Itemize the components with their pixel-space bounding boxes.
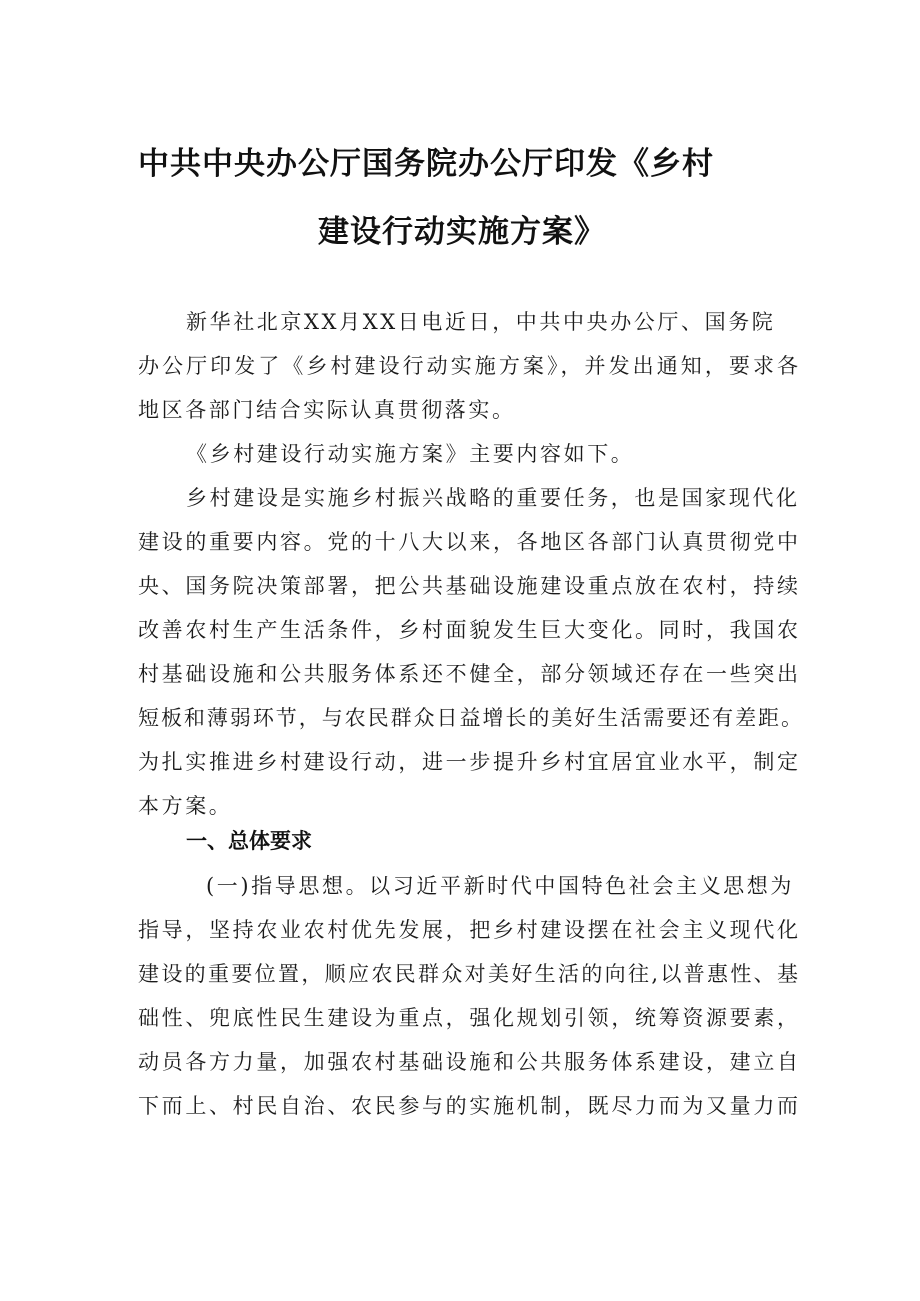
paragraph-line: 乡村建设是实施乡村振兴战略的重要任务，也是国家现代化 (186, 486, 800, 510)
paragraph-line: 央、国务院决策部署，把公共基础设施建设重点放在农村，持续 (138, 574, 798, 598)
paragraph-line: 改善农村生产生活条件，乡村面貌发生巨大变化。同时，我国农 (138, 618, 798, 642)
paragraph-line: 下而上、村民自治、农民参与的实施机制，既尽力而为又量力而 (138, 1094, 798, 1118)
paragraph-line: 《乡村建设行动实施方案》主要内容如下。 (186, 442, 635, 466)
paragraph-line: 办公厅印发了《乡村建设行动实施方案》，并发出通知，要求各 (138, 354, 798, 378)
section-heading: 一、总体要求 (186, 829, 312, 853)
paragraph-line: (一)指导思想。以习近平新时代中国特色社会主义思想为 (206, 874, 794, 898)
paragraph-line: 建设的重要内容。党的十八大以来，各地区各部门认真贯彻党中 (138, 530, 798, 554)
paragraph-line: 础性、兜底性民生建设为重点，强化规划引领，统筹资源要素， (138, 1006, 798, 1030)
document-title-line-2: 建设行动实施方案》 (318, 214, 606, 250)
paragraph-line: 短板和薄弱环节，与农民群众日益增长的美好生活需要还有差距。 (138, 706, 802, 730)
document-title-line-1: 中共中央办公厅国务院办公厅印发《乡村 (138, 146, 714, 182)
paragraph-line: 建设的重要位置，顺应农民群众对美好生活的向往,以普惠性、基 (138, 962, 798, 986)
paragraph-line: 为扎实推进乡村建设行动，进一步提升乡村宜居宜业水平，制定 (138, 750, 798, 774)
paragraph-line: 新华社北京XX月XX日电近日，中共中央办公厅、国务院 (186, 310, 776, 334)
paragraph-line: 动员各方力量，加强农村基础设施和公共服务体系建设，建立自 (138, 1050, 798, 1074)
paragraph-line: 指导，坚持农业农村优先发展，把乡村建设摆在社会主义现代化 (138, 918, 798, 942)
paragraph-line: 本方案。 (138, 794, 233, 818)
paragraph-line: 地区各部门结合实际认真贯彻落实。 (138, 398, 516, 422)
paragraph-line: 村基础设施和公共服务体系还不健全，部分领域还存在一些突出 (138, 662, 798, 686)
